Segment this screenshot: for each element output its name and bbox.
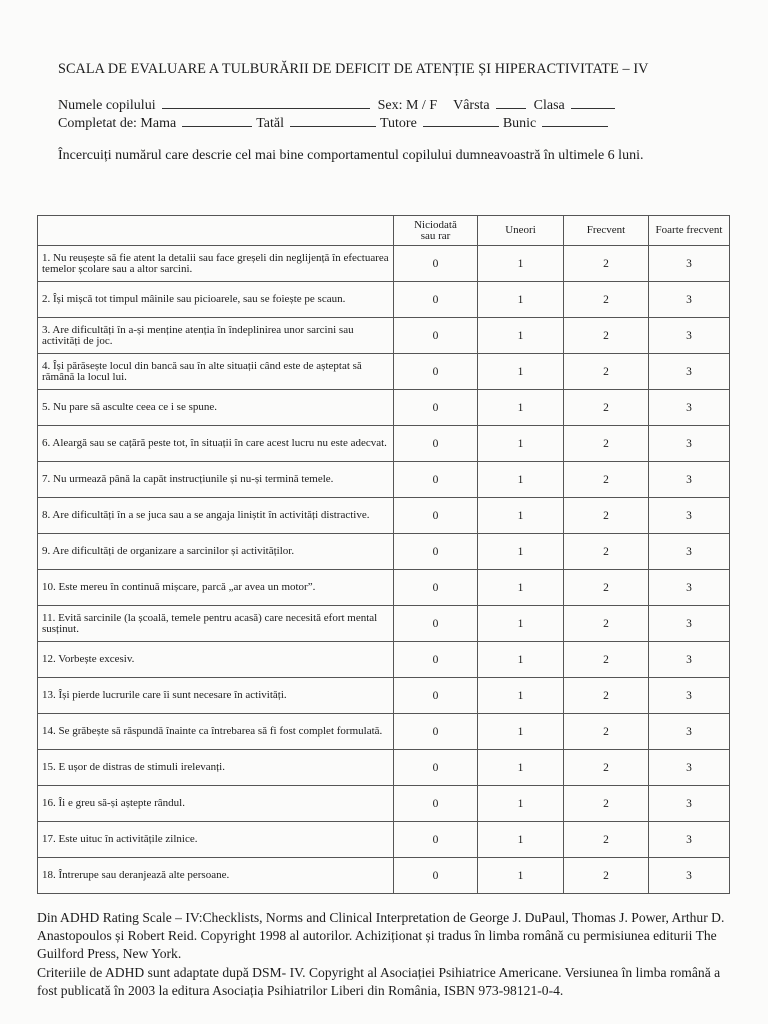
score-option[interactable]: 2 bbox=[564, 750, 649, 786]
completed-by-line bbox=[58, 114, 612, 132]
score-option[interactable]: 2 bbox=[564, 714, 649, 750]
score-option[interactable]: 0 bbox=[394, 786, 478, 822]
age-label: Vârsta bbox=[453, 98, 490, 113]
score-option[interactable]: 2 bbox=[564, 606, 649, 642]
item-text: 17. Este uituc în activitățile zilnice. bbox=[38, 822, 394, 858]
column-header-very-often: Foarte frecvent bbox=[649, 216, 730, 246]
score-option[interactable]: 0 bbox=[394, 390, 478, 426]
score-option[interactable]: 2 bbox=[564, 822, 649, 858]
mother-field[interactable] bbox=[182, 114, 252, 127]
score-option[interactable]: 2 bbox=[564, 642, 649, 678]
guardian-label: Tutore bbox=[379, 116, 417, 131]
table-row bbox=[38, 390, 730, 426]
score-option[interactable]: 0 bbox=[394, 318, 478, 354]
column-header-often: Frecvent bbox=[564, 216, 649, 246]
sex-label: Sex: M / F bbox=[377, 98, 438, 113]
score-option[interactable]: 0 bbox=[394, 714, 478, 750]
score-option[interactable]: 2 bbox=[564, 534, 649, 570]
document-title: SCALA DE EVALUARE A TULBURĂRII DE DEFICIT DE ATENȚIE ȘI HIPERACTIVITATE – IV bbox=[58, 61, 649, 77]
score-option[interactable]: 2 bbox=[564, 786, 649, 822]
score-option[interactable]: 1 bbox=[478, 534, 564, 570]
score-option[interactable]: 0 bbox=[394, 426, 478, 462]
score-option[interactable]: 2 bbox=[564, 282, 649, 318]
score-option[interactable]: 1 bbox=[478, 714, 564, 750]
score-option[interactable]: 3 bbox=[649, 534, 730, 570]
item-column-header bbox=[38, 216, 394, 246]
father-label: Tatăl bbox=[256, 116, 284, 131]
item-text: 11. Evită sarcinile (la școală, temele pentru acasă) care necesită efort mental susținut. bbox=[38, 606, 394, 642]
score-option[interactable]: 1 bbox=[478, 318, 564, 354]
score-option[interactable]: 0 bbox=[394, 462, 478, 498]
table-row bbox=[38, 822, 730, 858]
score-option[interactable]: 1 bbox=[478, 282, 564, 318]
score-option[interactable]: 1 bbox=[478, 858, 564, 894]
score-option[interactable]: 3 bbox=[649, 354, 730, 390]
table-row bbox=[38, 426, 730, 462]
score-option[interactable]: 2 bbox=[564, 354, 649, 390]
score-option[interactable]: 3 bbox=[649, 498, 730, 534]
item-text: 3. Are dificultăți în a-și menține atenția în îndeplinirea unor sarcini sau activități de joc. bbox=[38, 318, 394, 354]
class-label: Clasa bbox=[533, 98, 565, 113]
guardian-field[interactable] bbox=[423, 114, 499, 127]
score-option[interactable]: 0 bbox=[394, 282, 478, 318]
table-header-row bbox=[38, 216, 730, 246]
score-option[interactable]: 2 bbox=[564, 462, 649, 498]
score-option[interactable]: 3 bbox=[649, 426, 730, 462]
item-text: 1. Nu reușește să fie atent la detalii sau face greșeli din neglijență în efectuarea temelor școlare sau a altor sarcini. bbox=[38, 246, 394, 282]
father-field[interactable] bbox=[290, 114, 376, 127]
item-text: 2. Își mișcă tot timpul mâinile sau picioarele, sau se foiește pe scaun. bbox=[38, 282, 394, 318]
age-field[interactable] bbox=[496, 96, 526, 109]
score-option[interactable]: 1 bbox=[478, 570, 564, 606]
score-option[interactable]: 2 bbox=[564, 426, 649, 462]
score-option[interactable]: 2 bbox=[564, 318, 649, 354]
child-info-line bbox=[58, 96, 619, 114]
table-row bbox=[38, 354, 730, 390]
score-option[interactable]: 3 bbox=[649, 606, 730, 642]
table-row bbox=[38, 750, 730, 786]
table-row bbox=[38, 282, 730, 318]
table-row bbox=[38, 498, 730, 534]
column-header-never: Niciodată sau rar bbox=[394, 216, 478, 246]
score-option[interactable]: 2 bbox=[564, 570, 649, 606]
score-option[interactable]: 3 bbox=[649, 390, 730, 426]
score-option[interactable]: 3 bbox=[649, 318, 730, 354]
item-text: 8. Are dificultăți în a se juca sau a se angaja liniștit în activități distractive. bbox=[38, 498, 394, 534]
score-option[interactable]: 1 bbox=[478, 606, 564, 642]
child-name-label: Numele copilului bbox=[58, 98, 156, 113]
table-row bbox=[38, 858, 730, 894]
item-text: 6. Aleargă sau se cațără peste tot, în situații în care acest lucru nu este adecvat. bbox=[38, 426, 394, 462]
item-text: 5. Nu pare să asculte ceea ce i se spune. bbox=[38, 390, 394, 426]
item-text: 4. Își părăsește locul din bancă sau în alte situații când este de așteptat să rămână la locul lui. bbox=[38, 354, 394, 390]
table-row bbox=[38, 534, 730, 570]
score-option[interactable]: 1 bbox=[478, 426, 564, 462]
score-option[interactable]: 0 bbox=[394, 750, 478, 786]
footer-credits bbox=[37, 909, 737, 1000]
score-option[interactable]: 0 bbox=[394, 822, 478, 858]
grandparent-field[interactable] bbox=[542, 114, 608, 127]
score-option[interactable]: 1 bbox=[478, 642, 564, 678]
score-option[interactable]: 1 bbox=[478, 750, 564, 786]
score-option[interactable]: 1 bbox=[478, 354, 564, 390]
score-option[interactable]: 0 bbox=[394, 498, 478, 534]
score-option[interactable]: 0 bbox=[394, 570, 478, 606]
item-text: 14. Se grăbește să răspundă înainte ca întrebarea să fi fost complet formulată. bbox=[38, 714, 394, 750]
item-text: 12. Vorbește excesiv. bbox=[38, 642, 394, 678]
score-option[interactable]: 1 bbox=[478, 246, 564, 282]
instructions-text: Încercuiți numărul care descrie cel mai bine comportamentul copilului dumneavoastră în ultimele 6 luni. bbox=[58, 148, 644, 163]
score-option[interactable]: 1 bbox=[478, 498, 564, 534]
score-option[interactable]: 3 bbox=[649, 714, 730, 750]
table-row bbox=[38, 714, 730, 750]
table-row bbox=[38, 642, 730, 678]
score-option[interactable]: 3 bbox=[649, 642, 730, 678]
score-option[interactable]: 0 bbox=[394, 642, 478, 678]
score-option[interactable]: 0 bbox=[394, 858, 478, 894]
table-row bbox=[38, 606, 730, 642]
table-row bbox=[38, 462, 730, 498]
score-option[interactable]: 2 bbox=[564, 678, 649, 714]
score-option[interactable]: 1 bbox=[478, 822, 564, 858]
completed-by-label: Completat de: Mama bbox=[58, 116, 177, 131]
score-option[interactable]: 0 bbox=[394, 246, 478, 282]
score-option[interactable]: 3 bbox=[649, 282, 730, 318]
score-option[interactable]: 3 bbox=[649, 246, 730, 282]
score-option[interactable]: 3 bbox=[649, 786, 730, 822]
score-option[interactable]: 0 bbox=[394, 606, 478, 642]
score-option[interactable]: 3 bbox=[649, 570, 730, 606]
score-option[interactable]: 2 bbox=[564, 246, 649, 282]
score-option[interactable]: 2 bbox=[564, 858, 649, 894]
footer-criteria: Criteriile de ADHD sunt adaptate după DSM- IV. Copyright al Asociației Psihiatrice Americane. Versiunea în limba română a fost publicată în 2003 la editura Asociația Psihiatrilor Liberi din România, ISBN 973-98121-0-4. bbox=[37, 964, 721, 998]
score-option[interactable]: 3 bbox=[649, 750, 730, 786]
table-row bbox=[38, 570, 730, 606]
item-text: 9. Are dificultăți de organizare a sarcinilor și activităților. bbox=[38, 534, 394, 570]
item-text: 10. Este mereu în continuă mișcare, parcă „ar avea un motor”. bbox=[38, 570, 394, 606]
score-option[interactable]: 0 bbox=[394, 354, 478, 390]
score-option[interactable]: 3 bbox=[649, 462, 730, 498]
score-option[interactable]: 2 bbox=[564, 498, 649, 534]
score-option[interactable]: 1 bbox=[478, 390, 564, 426]
rating-table bbox=[37, 215, 730, 894]
score-option[interactable]: 1 bbox=[478, 678, 564, 714]
score-option[interactable]: 1 bbox=[478, 462, 564, 498]
score-option[interactable]: 3 bbox=[649, 858, 730, 894]
score-option[interactable]: 2 bbox=[564, 390, 649, 426]
class-field[interactable] bbox=[571, 96, 615, 109]
child-name-field[interactable] bbox=[162, 96, 370, 109]
item-text: 16. Îi e greu să-și aștepte rândul. bbox=[38, 786, 394, 822]
item-text: 15. E ușor de distras de stimuli irelevanți. bbox=[38, 750, 394, 786]
item-text: 7. Nu urmează până la capăt instrucțiunile și nu-și termină temele. bbox=[38, 462, 394, 498]
score-option[interactable]: 0 bbox=[394, 534, 478, 570]
score-option[interactable]: 3 bbox=[649, 822, 730, 858]
footer-source: Din ADHD Rating Scale – IV:Checklists, Norms and Clinical Interpretation de George J. DuPaul, Thomas J. Power, Arthur D. Anastopoulos și Robert Reid. Copyright 1998 al autorilor. Achiziționat și tradus în limba română cu permisiunea editurii The Guilford Press, New York. bbox=[37, 910, 725, 962]
item-text: 18. Întrerupe sau deranjează alte persoane. bbox=[38, 858, 394, 894]
grandparent-label: Bunic bbox=[502, 116, 537, 131]
table-row bbox=[38, 786, 730, 822]
table-row bbox=[38, 678, 730, 714]
item-text: 13. Își pierde lucrurile care îi sunt necesare în activități. bbox=[38, 678, 394, 714]
column-header-sometimes: Uneori bbox=[478, 216, 564, 246]
table-row bbox=[38, 318, 730, 354]
score-option[interactable]: 1 bbox=[478, 786, 564, 822]
table-row bbox=[38, 246, 730, 282]
score-option[interactable]: 0 bbox=[394, 678, 478, 714]
score-option[interactable]: 3 bbox=[649, 678, 730, 714]
